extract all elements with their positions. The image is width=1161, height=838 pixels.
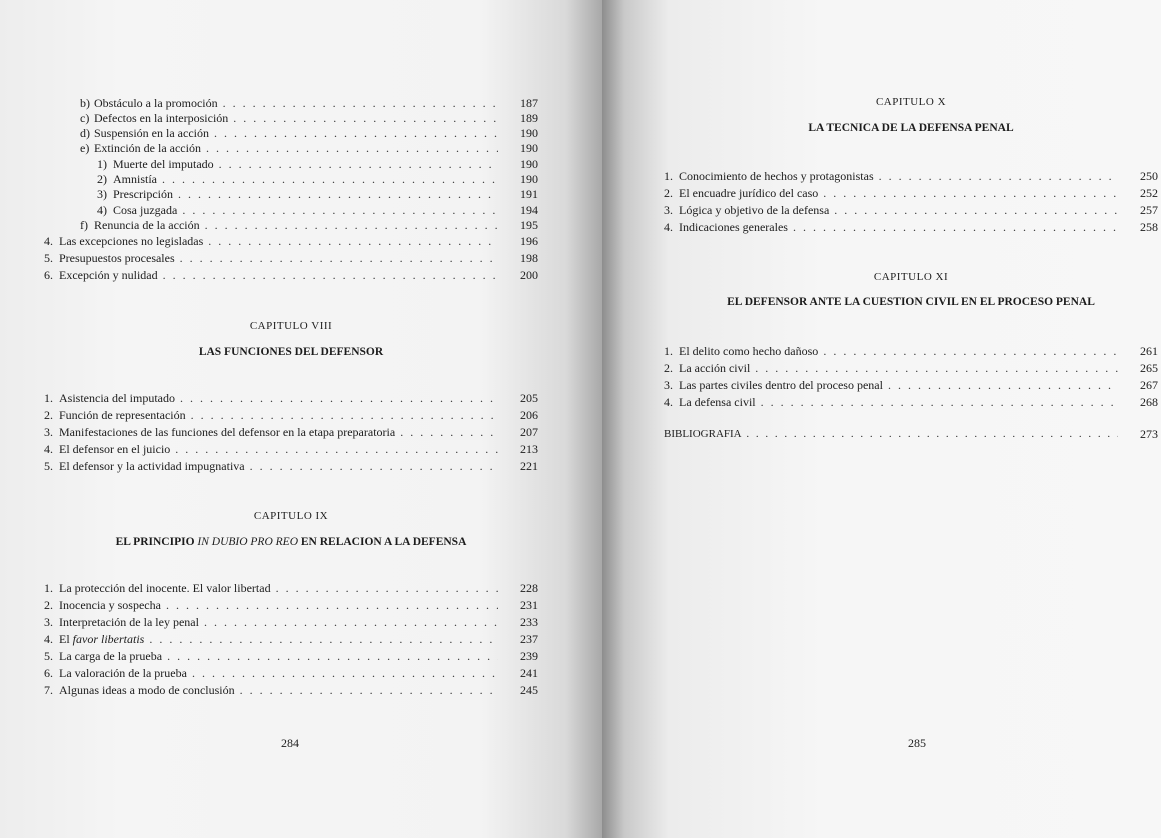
- entry-page: 228: [520, 581, 538, 595]
- toc-entry: [664, 219, 1158, 235]
- toc-entry: [664, 202, 1158, 218]
- entry-title: BIBLIOGRAFIA . . .: [664, 426, 1118, 442]
- entry-title: Muerte del imputado . . .: [113, 156, 498, 172]
- entry-number: 3.: [44, 615, 53, 629]
- entry-title: Cosa juzgada . . .: [113, 202, 498, 218]
- toc-entry: [664, 360, 1158, 376]
- entry-number: 3): [97, 187, 107, 201]
- entry-page: 237: [520, 632, 538, 646]
- entry-page: 194: [520, 203, 538, 217]
- entry-page: 221: [520, 459, 538, 473]
- chapter-title: LA TECNICA DE LA DEFENSA PENAL: [808, 122, 1014, 134]
- toc-entry: [80, 217, 538, 233]
- entry-number: 4.: [44, 234, 53, 248]
- right-page: [602, 0, 1161, 838]
- toc-entry: [664, 343, 1158, 359]
- entry-title-latin: favor libertatis: [72, 632, 145, 646]
- toc-entry: [97, 186, 538, 202]
- entry-title-pre: El: [59, 632, 73, 646]
- entry-title: Interpretación de la ley penal . . .: [59, 614, 498, 630]
- entry-title: Obstáculo a la promoción . . .: [94, 95, 498, 111]
- entry-title: Excepción y nulidad . . .: [59, 267, 498, 283]
- entry-number: 4.: [664, 220, 673, 234]
- entry-page: 239: [520, 649, 538, 663]
- entry-number: 1.: [44, 581, 53, 595]
- entry-page: 273: [1140, 427, 1158, 441]
- toc-entry: [664, 377, 1158, 393]
- entry-title: Prescripción . . .: [113, 186, 498, 202]
- entry-page: 233: [520, 615, 538, 629]
- chapter-title-latin: IN DUBIO PRO REO: [197, 536, 298, 548]
- toc-entry: [44, 665, 538, 681]
- entry-title: La carga de la prueba . . .: [59, 648, 498, 664]
- entry-page: 205: [520, 391, 538, 405]
- entry-number: 2.: [44, 408, 53, 422]
- entry-title: Asistencia del imputado . . .: [59, 390, 498, 406]
- entry-title: Las partes civiles dentro del proceso penal . . .: [679, 377, 1118, 393]
- entry-number: 5.: [44, 649, 53, 663]
- toc-entry: [44, 580, 538, 596]
- entry-number: 3.: [44, 425, 53, 439]
- toc-entry: [44, 631, 538, 647]
- entry-number: 3.: [664, 378, 673, 392]
- entry-title: Presupuestos procesales . . .: [59, 250, 498, 266]
- entry-number: 4.: [44, 632, 53, 646]
- chapter-label: CAPITULO XI: [873, 271, 949, 283]
- toc-entry: [44, 390, 538, 406]
- entry-title: Lógica y objetivo de la defensa . . .: [679, 202, 1118, 218]
- entry-title: Defectos en la interposición . . .: [94, 110, 498, 126]
- toc-entry: [97, 171, 538, 187]
- entry-page: 267: [1140, 378, 1158, 392]
- entry-page: 187: [520, 96, 538, 110]
- entry-title: Algunas ideas a modo de conclusión . . .: [59, 682, 498, 698]
- entry-page: 190: [520, 141, 538, 155]
- entry-number: 2.: [44, 598, 53, 612]
- entry-number: b): [80, 96, 90, 110]
- entry-page: 190: [520, 157, 538, 171]
- chapter-label: CAPITULO X: [875, 96, 947, 108]
- entry-title: Función de representación . . .: [59, 407, 498, 423]
- toc-entry: [80, 125, 538, 141]
- toc-entry: [44, 648, 538, 664]
- toc-entry: [44, 424, 538, 440]
- entry-page: 250: [1140, 169, 1158, 183]
- entry-number: 2.: [664, 361, 673, 375]
- entry-page: 189: [520, 111, 538, 125]
- toc-entry: [44, 407, 538, 423]
- entry-number: 5.: [44, 251, 53, 265]
- toc-entry-bibliography: [664, 426, 1158, 442]
- entry-number: d): [80, 126, 90, 140]
- entry-number: 1.: [44, 391, 53, 405]
- entry-number: c): [80, 111, 90, 125]
- chapter-title-pre: EL PRINCIPIO: [115, 536, 198, 548]
- entry-page: 213: [520, 442, 538, 456]
- entry-title: La valoración de la prueba . . .: [59, 665, 498, 681]
- entry-title: Las excepciones no legisladas . . .: [59, 233, 498, 249]
- chapter-title-post: EN RELACION A LA DEFENSA: [298, 536, 467, 548]
- entry-page: 241: [520, 666, 538, 680]
- entry-title: El defensor y la actividad impugnativa . . .: [59, 458, 498, 474]
- toc-entry: [44, 682, 538, 698]
- entry-title: El delito como hecho dañoso . . .: [679, 343, 1118, 359]
- entry-page: 252: [1140, 186, 1158, 200]
- entry-page: 196: [520, 234, 538, 248]
- chapter-title: LAS FUNCIONES DEL DEFENSOR: [198, 346, 384, 358]
- entry-number: 1): [97, 157, 107, 171]
- entry-number: 5.: [44, 459, 53, 473]
- entry-title: Manifestaciones de las funciones del defensor en la etapa preparatoria . . .: [59, 424, 498, 440]
- chapter-label: CAPITULO IX: [253, 510, 329, 522]
- toc-entry: [80, 140, 538, 156]
- toc-entry: [44, 614, 538, 630]
- entry-number: 1.: [664, 169, 673, 183]
- chapter-label: CAPITULO VIII: [249, 320, 333, 332]
- entry-page: 258: [1140, 220, 1158, 234]
- entry-page: 245: [520, 683, 538, 697]
- entry-title: El defensor en el juicio . . .: [59, 441, 498, 457]
- entry-page: 257: [1140, 203, 1158, 217]
- entry-title: Conocimiento de hechos y protagonistas . . .: [679, 168, 1118, 184]
- entry-page: 265: [1140, 361, 1158, 375]
- entry-number: 6.: [44, 666, 53, 680]
- chapter-title: [44, 536, 538, 548]
- entry-title: La defensa civil . . .: [679, 394, 1118, 410]
- entry-title: La acción civil . . .: [679, 360, 1118, 376]
- entry-number: 4): [97, 203, 107, 217]
- toc-entry: [664, 168, 1158, 184]
- entry-page: 231: [520, 598, 538, 612]
- entry-title: Renuncia de la acción . . .: [94, 217, 498, 233]
- toc-entry: [44, 250, 538, 266]
- entry-title: Extinción de la acción . . .: [94, 140, 498, 156]
- entry-title: El encuadre jurídico del caso . . .: [679, 185, 1118, 201]
- entry-number: 6.: [44, 268, 53, 282]
- toc-entry: [44, 458, 538, 474]
- entry-number: f): [80, 218, 88, 232]
- chapter-title: EL DEFENSOR ANTE LA CUESTION CIVIL EN EL PROCESO PENAL: [727, 296, 1095, 308]
- toc-entry: [97, 156, 538, 172]
- entry-title: Amnistía . . .: [113, 171, 498, 187]
- entry-page: 207: [520, 425, 538, 439]
- entry-number: 4.: [44, 442, 53, 456]
- entry-number: 2.: [664, 186, 673, 200]
- toc-entry: [44, 597, 538, 613]
- entry-page: 198: [520, 251, 538, 265]
- toc-entry: [44, 267, 538, 283]
- entry-page: 190: [520, 172, 538, 186]
- entry-number: 4.: [664, 395, 673, 409]
- entry-page: 200: [520, 268, 538, 282]
- entry-number: e): [80, 141, 90, 155]
- entry-page: 190: [520, 126, 538, 140]
- entry-title: Indicaciones generales . . .: [679, 219, 1118, 235]
- toc-entry: [80, 95, 538, 111]
- toc-entry: [44, 441, 538, 457]
- entry-title: [59, 631, 498, 647]
- entry-title: Suspensión en la acción . . .: [94, 125, 498, 141]
- toc-entry: [44, 233, 538, 249]
- entry-title: Inocencia y sospecha . . .: [59, 597, 498, 613]
- page-number: 284: [281, 736, 299, 750]
- toc-entry: [80, 110, 538, 126]
- entry-number: 3.: [664, 203, 673, 217]
- toc-entry: [664, 185, 1158, 201]
- entry-number: 2): [97, 172, 107, 186]
- entry-page: 268: [1140, 395, 1158, 409]
- entry-number: 7.: [44, 683, 53, 697]
- toc-entry: [97, 202, 538, 218]
- entry-title: La protección del inocente. El valor libertad . . .: [59, 580, 498, 596]
- entry-page: 191: [520, 187, 538, 201]
- page-number: 285: [908, 736, 926, 750]
- entry-number: 1.: [664, 344, 673, 358]
- entry-page: 206: [520, 408, 538, 422]
- entry-page: 261: [1140, 344, 1158, 358]
- entry-page: 195: [520, 218, 538, 232]
- toc-entry: [664, 394, 1158, 410]
